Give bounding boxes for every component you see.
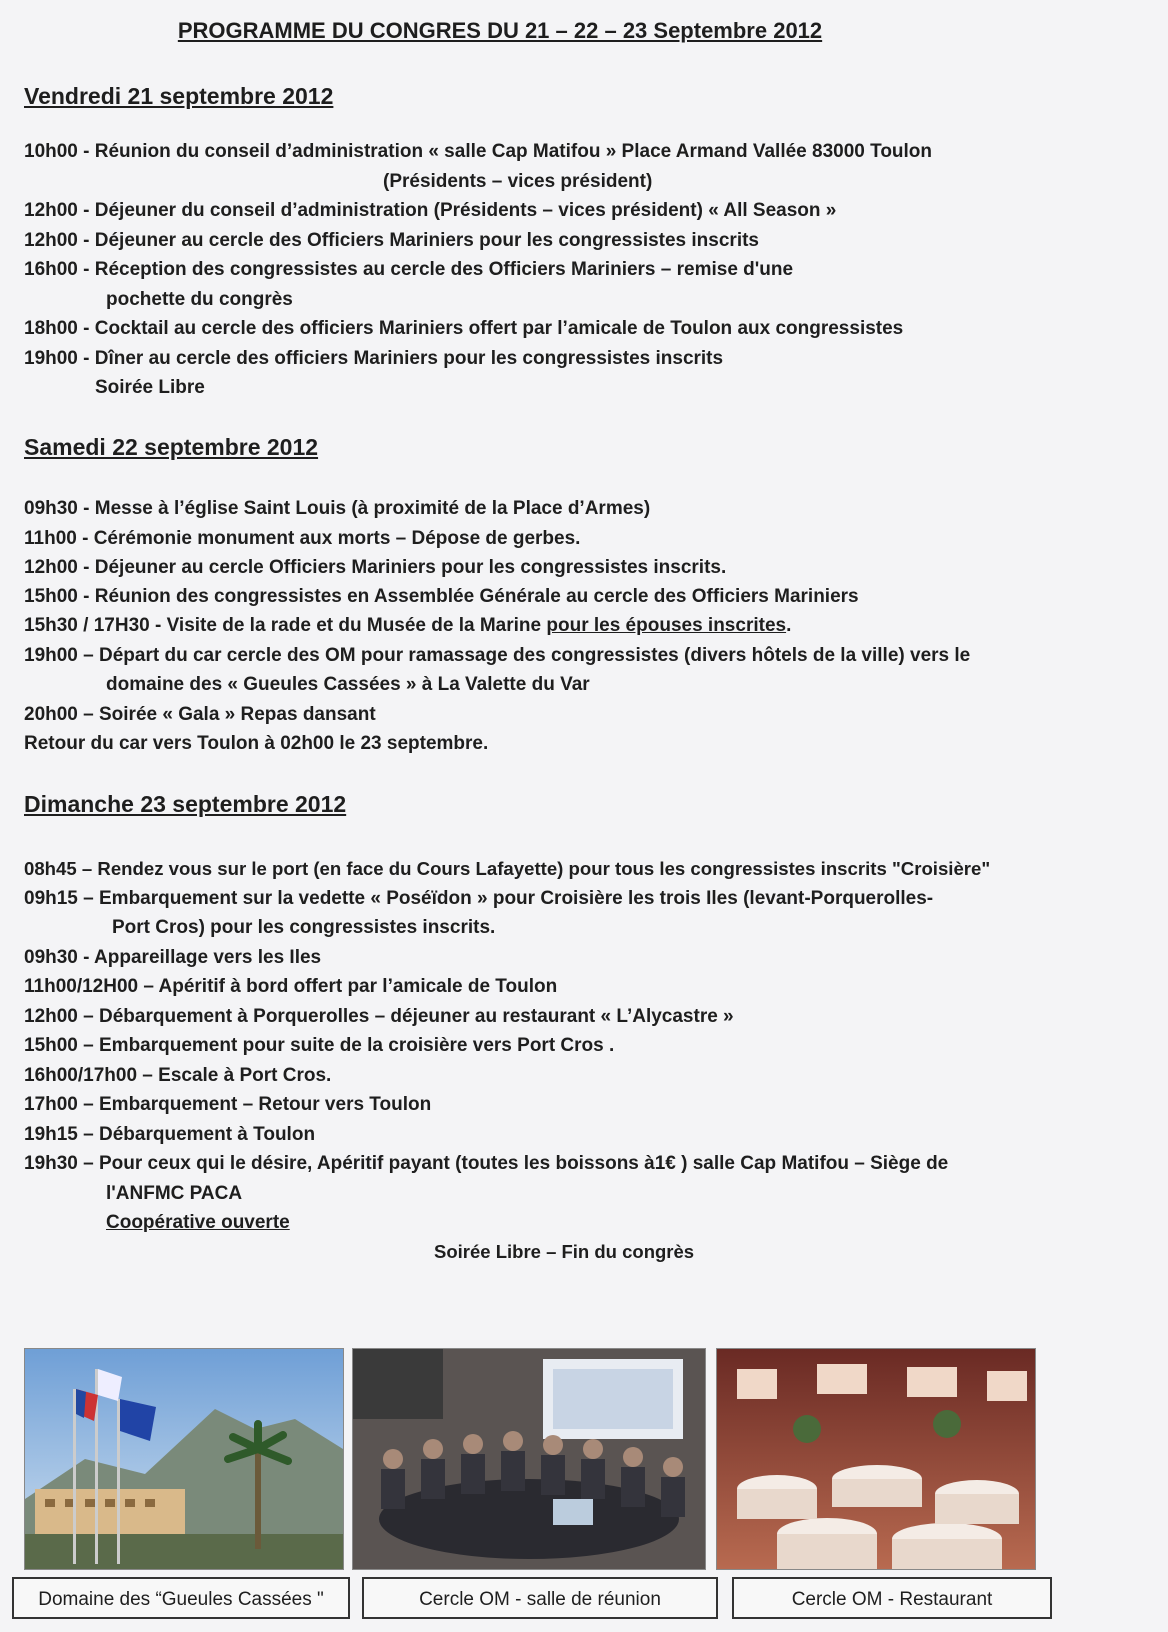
schedule-line: Soirée Libre: [95, 377, 205, 398]
schedule-line: 11h00 - Cérémonie monument aux morts – Dépose de gerbes.: [24, 528, 581, 549]
page-title: PROGRAMME DU CONGRES DU 21 – 22 – 23 Septembre 2012: [177, 18, 823, 43]
closing-note: Soirée Libre – Fin du congrès: [434, 1241, 695, 1262]
schedule-line: 19h30 – Pour ceux qui le désire, Apéritif payant (toutes les boissons à1€ ) salle Cap Matifou – Siège de: [24, 1153, 949, 1174]
sunday-heading: Dimanche 23 septembre 2012: [24, 791, 347, 817]
underlined-text: pour les épouses inscrites: [546, 615, 787, 636]
schedule-line: 17h00 – Embarquement – Retour vers Toulon: [24, 1094, 432, 1115]
schedule-line: 19h00 – Départ du car cercle des OM pour ramassage des congressistes (divers hôtels de la ville) vers le: [24, 645, 971, 666]
schedule-line: domaine des « Gueules Cassées » à La Valette du Var: [106, 674, 590, 695]
meeting-photo-illustration: [353, 1349, 705, 1569]
punctuation: .: [786, 615, 792, 636]
cooperative-note: Coopérative ouverte: [106, 1212, 290, 1233]
schedule-line: 09h30 - Messe à l’église Saint Louis (à proximité de la Place d’Armes): [24, 498, 651, 519]
restaurant-photo-illustration: [717, 1349, 1035, 1569]
caption-restaurant: Cercle OM - Restaurant: [732, 1577, 1052, 1619]
schedule-line: Port Cros) pour les congressistes inscrits.: [112, 917, 496, 938]
schedule-line: 08h45 – Rendez vous sur le port (en face du Cours Lafayette) pour tous les congressistes inscrits "Croisière": [24, 858, 991, 879]
schedule-line: 19h15 – Débarquement à Toulon: [24, 1124, 316, 1145]
schedule-line: 18h00 - Cocktail au cercle des officiers Mariniers offert par l’amicale de Toulon aux congressistes: [24, 318, 904, 339]
schedule-line: 20h00 – Soirée « Gala » Repas dansant: [24, 704, 376, 725]
schedule-line: 09h15 – Embarquement sur la vedette « Poséïdon » pour Croisière les trois Iles (levant-Porquerolles-: [24, 888, 934, 909]
schedule-line: 12h00 – Débarquement à Porquerolles – déjeuner au restaurant « L’Alycastre »: [24, 1006, 734, 1027]
schedule-line: 10h00 - Réunion du conseil d’administration « salle Cap Matifou » Place Armand Vallée 83000 Toulon: [24, 141, 933, 162]
caption-gueules-cassees: Domaine des “Gueules Cassées ": [12, 1577, 350, 1619]
schedule-line: l'ANFMC PACA: [106, 1183, 243, 1204]
schedule-line-text: 15h30 / 17H30 - Visite de la rade et du Musée de la Marine: [24, 615, 547, 636]
schedule-line: 15h00 – Embarquement pour suite de la croisière vers Port Cros .: [24, 1035, 615, 1056]
photo-restaurant: [716, 1348, 1036, 1570]
schedule-line: 12h00 - Déjeuner du conseil d’administration (Présidents – vices président) « All Season »: [24, 200, 837, 221]
photo-meeting-room: [352, 1348, 706, 1570]
photo-gueules-cassees: [24, 1348, 344, 1570]
schedule-line: 11h00/12H00 – Apéritif à bord offert par l’amicale de Toulon: [24, 976, 558, 997]
schedule-line: 12h00 - Déjeuner au cercle des Officiers Mariniers pour les congressistes inscrits: [24, 230, 759, 251]
schedule-line: pochette du congrès: [106, 289, 293, 310]
caption-meeting-room: Cercle OM - salle de réunion: [362, 1577, 718, 1619]
domain-photo-illustration: [25, 1349, 343, 1569]
saturday-heading: Samedi 22 septembre 2012: [24, 434, 319, 460]
schedule-line: [24, 614, 791, 638]
schedule-line: 19h00 - Dîner au cercle des officiers Mariniers pour les congressistes inscrits: [24, 348, 724, 369]
schedule-line: 12h00 - Déjeuner au cercle Officiers Mariniers pour les congressistes inscrits.: [24, 557, 727, 578]
schedule-line: (Présidents – vices président): [383, 171, 653, 192]
friday-heading: Vendredi 21 septembre 2012: [24, 83, 334, 109]
schedule-line: 16h00 - Réception des congressistes au cercle des Officiers Mariniers – remise d'une: [24, 259, 794, 280]
schedule-line: 15h00 - Réunion des congressistes en Assemblée Générale au cercle des Officiers Mariniers: [24, 586, 859, 607]
schedule-line: 16h00/17h00 – Escale à Port Cros.: [24, 1065, 332, 1086]
schedule-line: Retour du car vers Toulon à 02h00 le 23 septembre.: [24, 733, 489, 754]
schedule-line: 09h30 - Appareillage vers les Iles: [24, 947, 322, 968]
